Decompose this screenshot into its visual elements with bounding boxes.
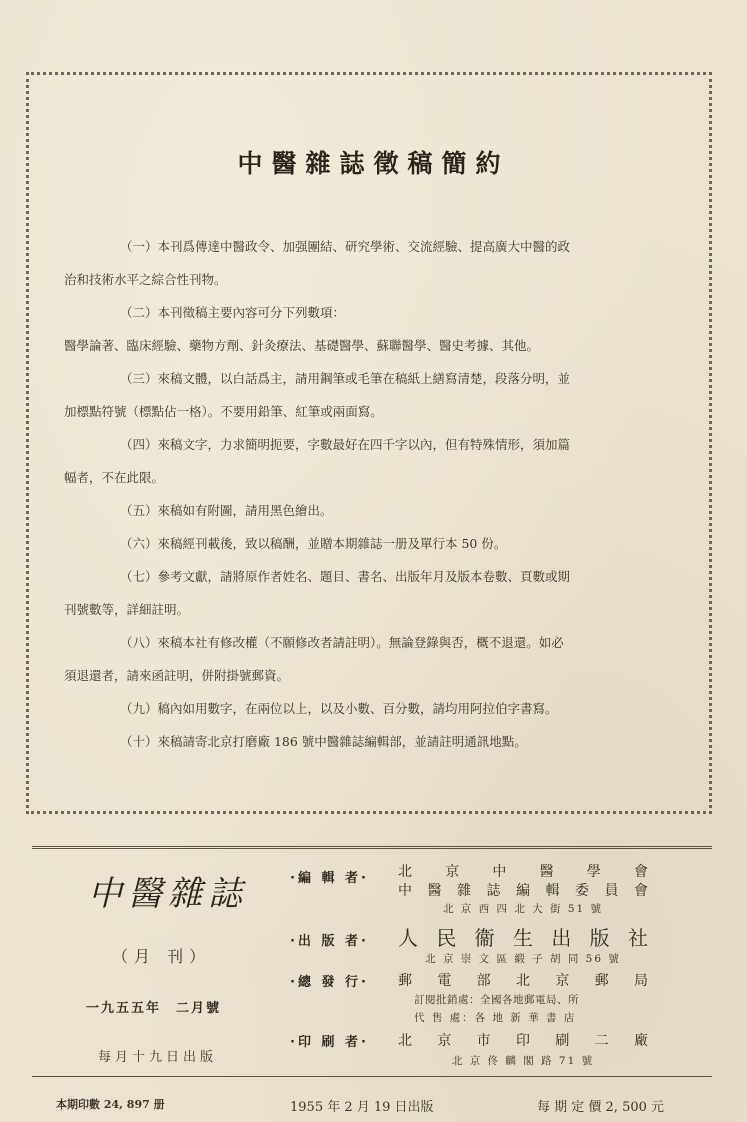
distributor-label: ·總 發 行· (290, 975, 369, 990)
monthly-label: （月 刊） (112, 947, 212, 966)
char: 學 (586, 864, 601, 880)
char: 郵 (398, 973, 412, 989)
clause-7 (64, 560, 662, 626)
publication-date: 1955 年 2 月 19 日出版 (290, 1100, 434, 1115)
char: 員 (604, 883, 619, 899)
masthead-top-rule (32, 846, 712, 849)
distributor-name (398, 970, 648, 990)
clause-first-line: （九）稿內如用數字，在兩位以上，以及小數、百分數，請均用阿拉伯字書寫。 (120, 701, 558, 716)
notice-title: 中醫雜誌徵稿簡約 (237, 149, 510, 178)
magazine-logo: 中醫雜誌 (88, 874, 248, 914)
clause-continuation: 刊號數等，詳細註明。 (64, 602, 190, 617)
char: 印 (515, 1033, 530, 1049)
clause-1 (64, 230, 662, 296)
clause-continuation: 醫學論著、臨床經驗、藥物方劑、針灸療法、基礎醫學、蘇聯醫學、醫史考據、其他。 (64, 338, 540, 353)
char: 廠 (633, 1033, 648, 1049)
clause-first-line: （三）來稿文體，以白話爲主，請用鋼筆或毛筆在稿紙上繕寫清楚，段落分明，並 (120, 371, 571, 386)
char: 社 (627, 926, 648, 950)
clause-continuation: 幅者，不在此限。 (64, 470, 165, 485)
editor-line2 (398, 880, 648, 900)
char: 版 (589, 926, 610, 950)
char: 衞 (474, 926, 495, 950)
char: 輯 (545, 883, 560, 899)
char: 出 (551, 926, 572, 950)
clause-8 (64, 626, 662, 692)
clause-continuation: 治和技術水平之綜合性刊物。 (64, 272, 227, 287)
notice-clauses (64, 230, 662, 758)
char: 雜 (457, 883, 471, 899)
printer-name (398, 1030, 648, 1050)
char: 生 (512, 926, 533, 950)
publisher-address: 北 京 崇 文 區 緞 子 胡 同 56 號 (425, 953, 621, 965)
printer-address: 北 京 佟 麟 閣 路 71 號 (451, 1055, 595, 1067)
char: 北 (398, 1033, 412, 1049)
clause-10 (92, 725, 662, 758)
char: 京 (437, 1033, 452, 1049)
char: 醫 (427, 883, 442, 899)
clause-continuation: 加標點符號（標點佔一格）。不要用鉛筆、紅筆或兩面寫。 (64, 404, 383, 419)
char: 市 (476, 1033, 491, 1049)
char: 編 (516, 883, 530, 899)
char: 刷 (555, 1033, 570, 1049)
distributor-retail: 代 售 處：各 地 新 華 書 店 (414, 1012, 577, 1024)
char: 會 (634, 883, 648, 899)
clause-first-line: （一）本刊爲傳達中醫政令、加强團結、研究學術、交流經驗、提高廣大中醫的政 (120, 239, 571, 254)
clause-continuation: 須退還者，請來函註明，併附掛號郵資。 (64, 668, 290, 683)
char: 會 (633, 864, 648, 880)
clause-first-line: （二）本刊徵稿主要內容可分下列數項： (120, 305, 346, 320)
clause-6 (92, 527, 662, 560)
char: 人 (398, 926, 418, 950)
clause-first-line: （五）來稿如有附圖，請用黑色繪出。 (120, 503, 333, 518)
issue-label: 一九五五年 二月號 (86, 1001, 222, 1016)
printer-label: ·印 刷 者· (290, 1035, 369, 1050)
editor-line1 (398, 861, 648, 881)
char: 二 (594, 1033, 609, 1049)
char: 京 (445, 864, 460, 880)
price: 每 期 定 價 2, 500 元 (537, 1100, 665, 1115)
char: 民 (436, 926, 457, 950)
editor-address: 北 京 西 四 北 大 街 51 號 (442, 903, 604, 915)
publication-day: 每月十九日出版 (98, 1050, 218, 1065)
char: 中 (398, 883, 412, 899)
char: 醫 (539, 864, 554, 880)
distributor-wholesale: 訂閱批銷處：全國各地郵電局、所 (414, 994, 579, 1006)
clause-9 (92, 692, 662, 725)
footer-rule (32, 1076, 712, 1077)
publisher-name (398, 922, 648, 951)
char: 北 (398, 864, 412, 880)
clause-first-line: （六）來稿經刊載後，致以稿酬，並贈本期雜誌一册及單行本 50 份。 (120, 536, 507, 551)
clause-first-line: （十）來稿請寄北京打磨廠 186 號中醫雜誌編輯部，並請註明通訊地點。 (120, 734, 527, 749)
char: 誌 (486, 883, 501, 899)
clause-2 (64, 296, 662, 362)
print-count: 本期印數 24, 897 册 (56, 1098, 165, 1111)
char: 京 (555, 973, 570, 989)
clause-first-line: （四）來稿文字，力求簡明扼要，字數最好在四千字以內，但有特殊情形，須加篇 (120, 437, 571, 452)
clause-first-line: （七）參考文獻，請將原作者姓名、題目、書名、出版年月及版本卷數、頁數或期 (120, 569, 571, 584)
char: 委 (575, 883, 589, 899)
char: 中 (492, 864, 507, 880)
clause-first-line: （八）來稿本社有修改權（不願修改者請註明）。無論登錄與否，概不退還。如必 (120, 635, 564, 650)
clause-3 (64, 362, 662, 428)
editor-label: ·編 輯 者· (290, 871, 369, 886)
char: 北 (515, 973, 530, 989)
clause-5 (92, 494, 662, 527)
char: 部 (476, 973, 491, 989)
char: 電 (437, 973, 452, 989)
clause-4 (64, 428, 662, 494)
publisher-label: ·出 版 者· (290, 934, 369, 949)
char: 局 (633, 973, 648, 989)
char: 郵 (594, 973, 609, 989)
